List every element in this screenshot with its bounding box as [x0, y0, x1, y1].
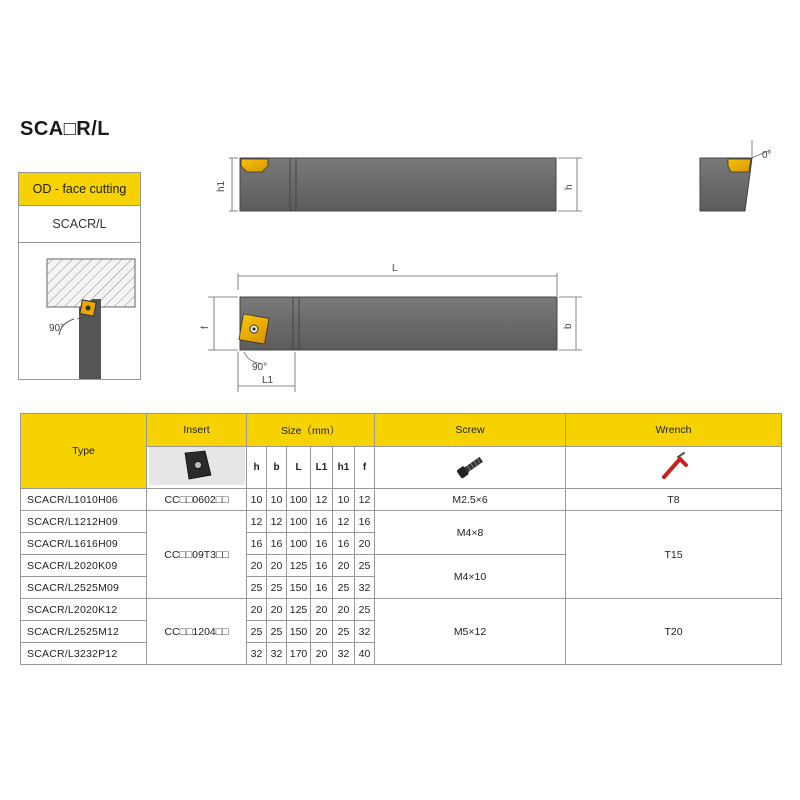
- f-cell: 25: [355, 555, 375, 577]
- h-cell: 25: [247, 621, 267, 643]
- model-cell: SCACR/L2020K09: [21, 555, 147, 577]
- wrench-header: Wrench: [566, 414, 782, 447]
- L1-cell: 20: [311, 643, 333, 665]
- L-cell: 125: [287, 599, 311, 621]
- size-col-L1: L1: [311, 447, 333, 489]
- h1-cell: 20: [333, 599, 355, 621]
- L-cell: 100: [287, 511, 311, 533]
- L-cell: 125: [287, 555, 311, 577]
- screw-icon: [450, 449, 490, 483]
- screw-header: Screw: [375, 414, 566, 447]
- h-label: h: [564, 184, 575, 190]
- model-cell: SCACR/L2020K12: [21, 599, 147, 621]
- screw-cell: M5×12: [375, 599, 566, 665]
- zero-degree-label: 0°: [762, 150, 772, 161]
- h-cell: 25: [247, 577, 267, 599]
- f-cell: 32: [355, 621, 375, 643]
- plan-view: [200, 263, 582, 392]
- table-row: [21, 511, 782, 533]
- model-cell: SCACR/L1010H06: [21, 489, 147, 511]
- L1-cell: 20: [311, 621, 333, 643]
- L1-cell: 16: [311, 577, 333, 599]
- h-cell: 32: [247, 643, 267, 665]
- type-header: Type: [21, 414, 147, 489]
- b-cell: 16: [267, 533, 287, 555]
- L1-label: L1: [262, 375, 274, 386]
- h1-cell: 25: [333, 577, 355, 599]
- h1-cell: 20: [333, 555, 355, 577]
- h1-cell: 10: [333, 489, 355, 511]
- b-cell: 25: [267, 621, 287, 643]
- wrench-cell: T15: [566, 511, 782, 599]
- f-cell: 16: [355, 511, 375, 533]
- insert-cell: CC□□1204□□: [147, 599, 247, 665]
- insert-icon: [149, 447, 245, 485]
- L1-cell: 16: [311, 555, 333, 577]
- wrench-icon: [654, 449, 694, 483]
- f-cell: 20: [355, 533, 375, 555]
- h1-cell: 25: [333, 621, 355, 643]
- f-cell: 32: [355, 577, 375, 599]
- L1-cell: 12: [311, 489, 333, 511]
- L-cell: 170: [287, 643, 311, 665]
- model-cell: SCACR/L2525M09: [21, 577, 147, 599]
- b-cell: 12: [267, 511, 287, 533]
- screw-cell: M4×8: [375, 511, 566, 555]
- screw-cell: M4×10: [375, 555, 566, 599]
- model-cell: SCACR/L1616H09: [21, 533, 147, 555]
- h1-cell: 32: [333, 643, 355, 665]
- application-header: OD - face cutting: [19, 173, 140, 206]
- application-model: SCACR/L: [19, 206, 140, 243]
- page-title: SCA□R/L: [20, 118, 111, 140]
- spec-table: [20, 413, 782, 665]
- L-cell: 150: [287, 577, 311, 599]
- plan-angle-label: 90°: [252, 362, 268, 373]
- b-label: b: [563, 323, 574, 329]
- wrench-cell: T20: [566, 599, 782, 665]
- model-cell: SCACR/L2525M12: [21, 621, 147, 643]
- h-cell: 20: [247, 555, 267, 577]
- size-col-h: h: [247, 447, 267, 489]
- L1-cell: 16: [311, 533, 333, 555]
- model-cell: SCACR/L1212H09: [21, 511, 147, 533]
- size-col-b: b: [267, 447, 287, 489]
- insert-cell: CC□□0602□□: [147, 489, 247, 511]
- wrench-cell: T8: [566, 489, 782, 511]
- b-cell: 32: [267, 643, 287, 665]
- f-cell: 40: [355, 643, 375, 665]
- L1-cell: 16: [311, 511, 333, 533]
- end-view: [700, 140, 772, 211]
- L-label: L: [392, 263, 398, 274]
- h1-cell: 16: [333, 533, 355, 555]
- h-cell: 20: [247, 599, 267, 621]
- L-cell: 100: [287, 533, 311, 555]
- model-cell: SCACR/L3232P12: [21, 643, 147, 665]
- b-cell: 25: [267, 577, 287, 599]
- b-cell: 10: [267, 489, 287, 511]
- L-cell: 100: [287, 489, 311, 511]
- table-row: [21, 599, 782, 621]
- screw-cell: M2.5×6: [375, 489, 566, 511]
- insert-end-shape: [728, 159, 751, 172]
- h1-cell: 12: [333, 511, 355, 533]
- insert-shape: [241, 159, 268, 172]
- L1-cell: 20: [311, 599, 333, 621]
- insert-image-cell: [147, 447, 247, 489]
- b-cell: 20: [267, 599, 287, 621]
- h-cell: 10: [247, 489, 267, 511]
- size-col-f: f: [355, 447, 375, 489]
- f-label: f: [200, 326, 211, 329]
- f-cell: 25: [355, 599, 375, 621]
- size-header: Size（mm）: [247, 414, 375, 447]
- h-cell: 12: [247, 511, 267, 533]
- L-cell: 150: [287, 621, 311, 643]
- angle-label: 90°: [49, 323, 65, 334]
- insert-header: Insert: [147, 414, 247, 447]
- table-row: [21, 489, 782, 511]
- b-cell: 20: [267, 555, 287, 577]
- f-cell: 12: [355, 489, 375, 511]
- insert-cell: CC□□09T3□□: [147, 511, 247, 599]
- size-col-L: L: [287, 447, 311, 489]
- h1-label: h1: [216, 180, 227, 192]
- h-cell: 16: [247, 533, 267, 555]
- size-col-h1: h1: [333, 447, 355, 489]
- side-view: [216, 158, 582, 211]
- screw-image-cell: [375, 447, 566, 489]
- wrench-image-cell: [566, 447, 782, 489]
